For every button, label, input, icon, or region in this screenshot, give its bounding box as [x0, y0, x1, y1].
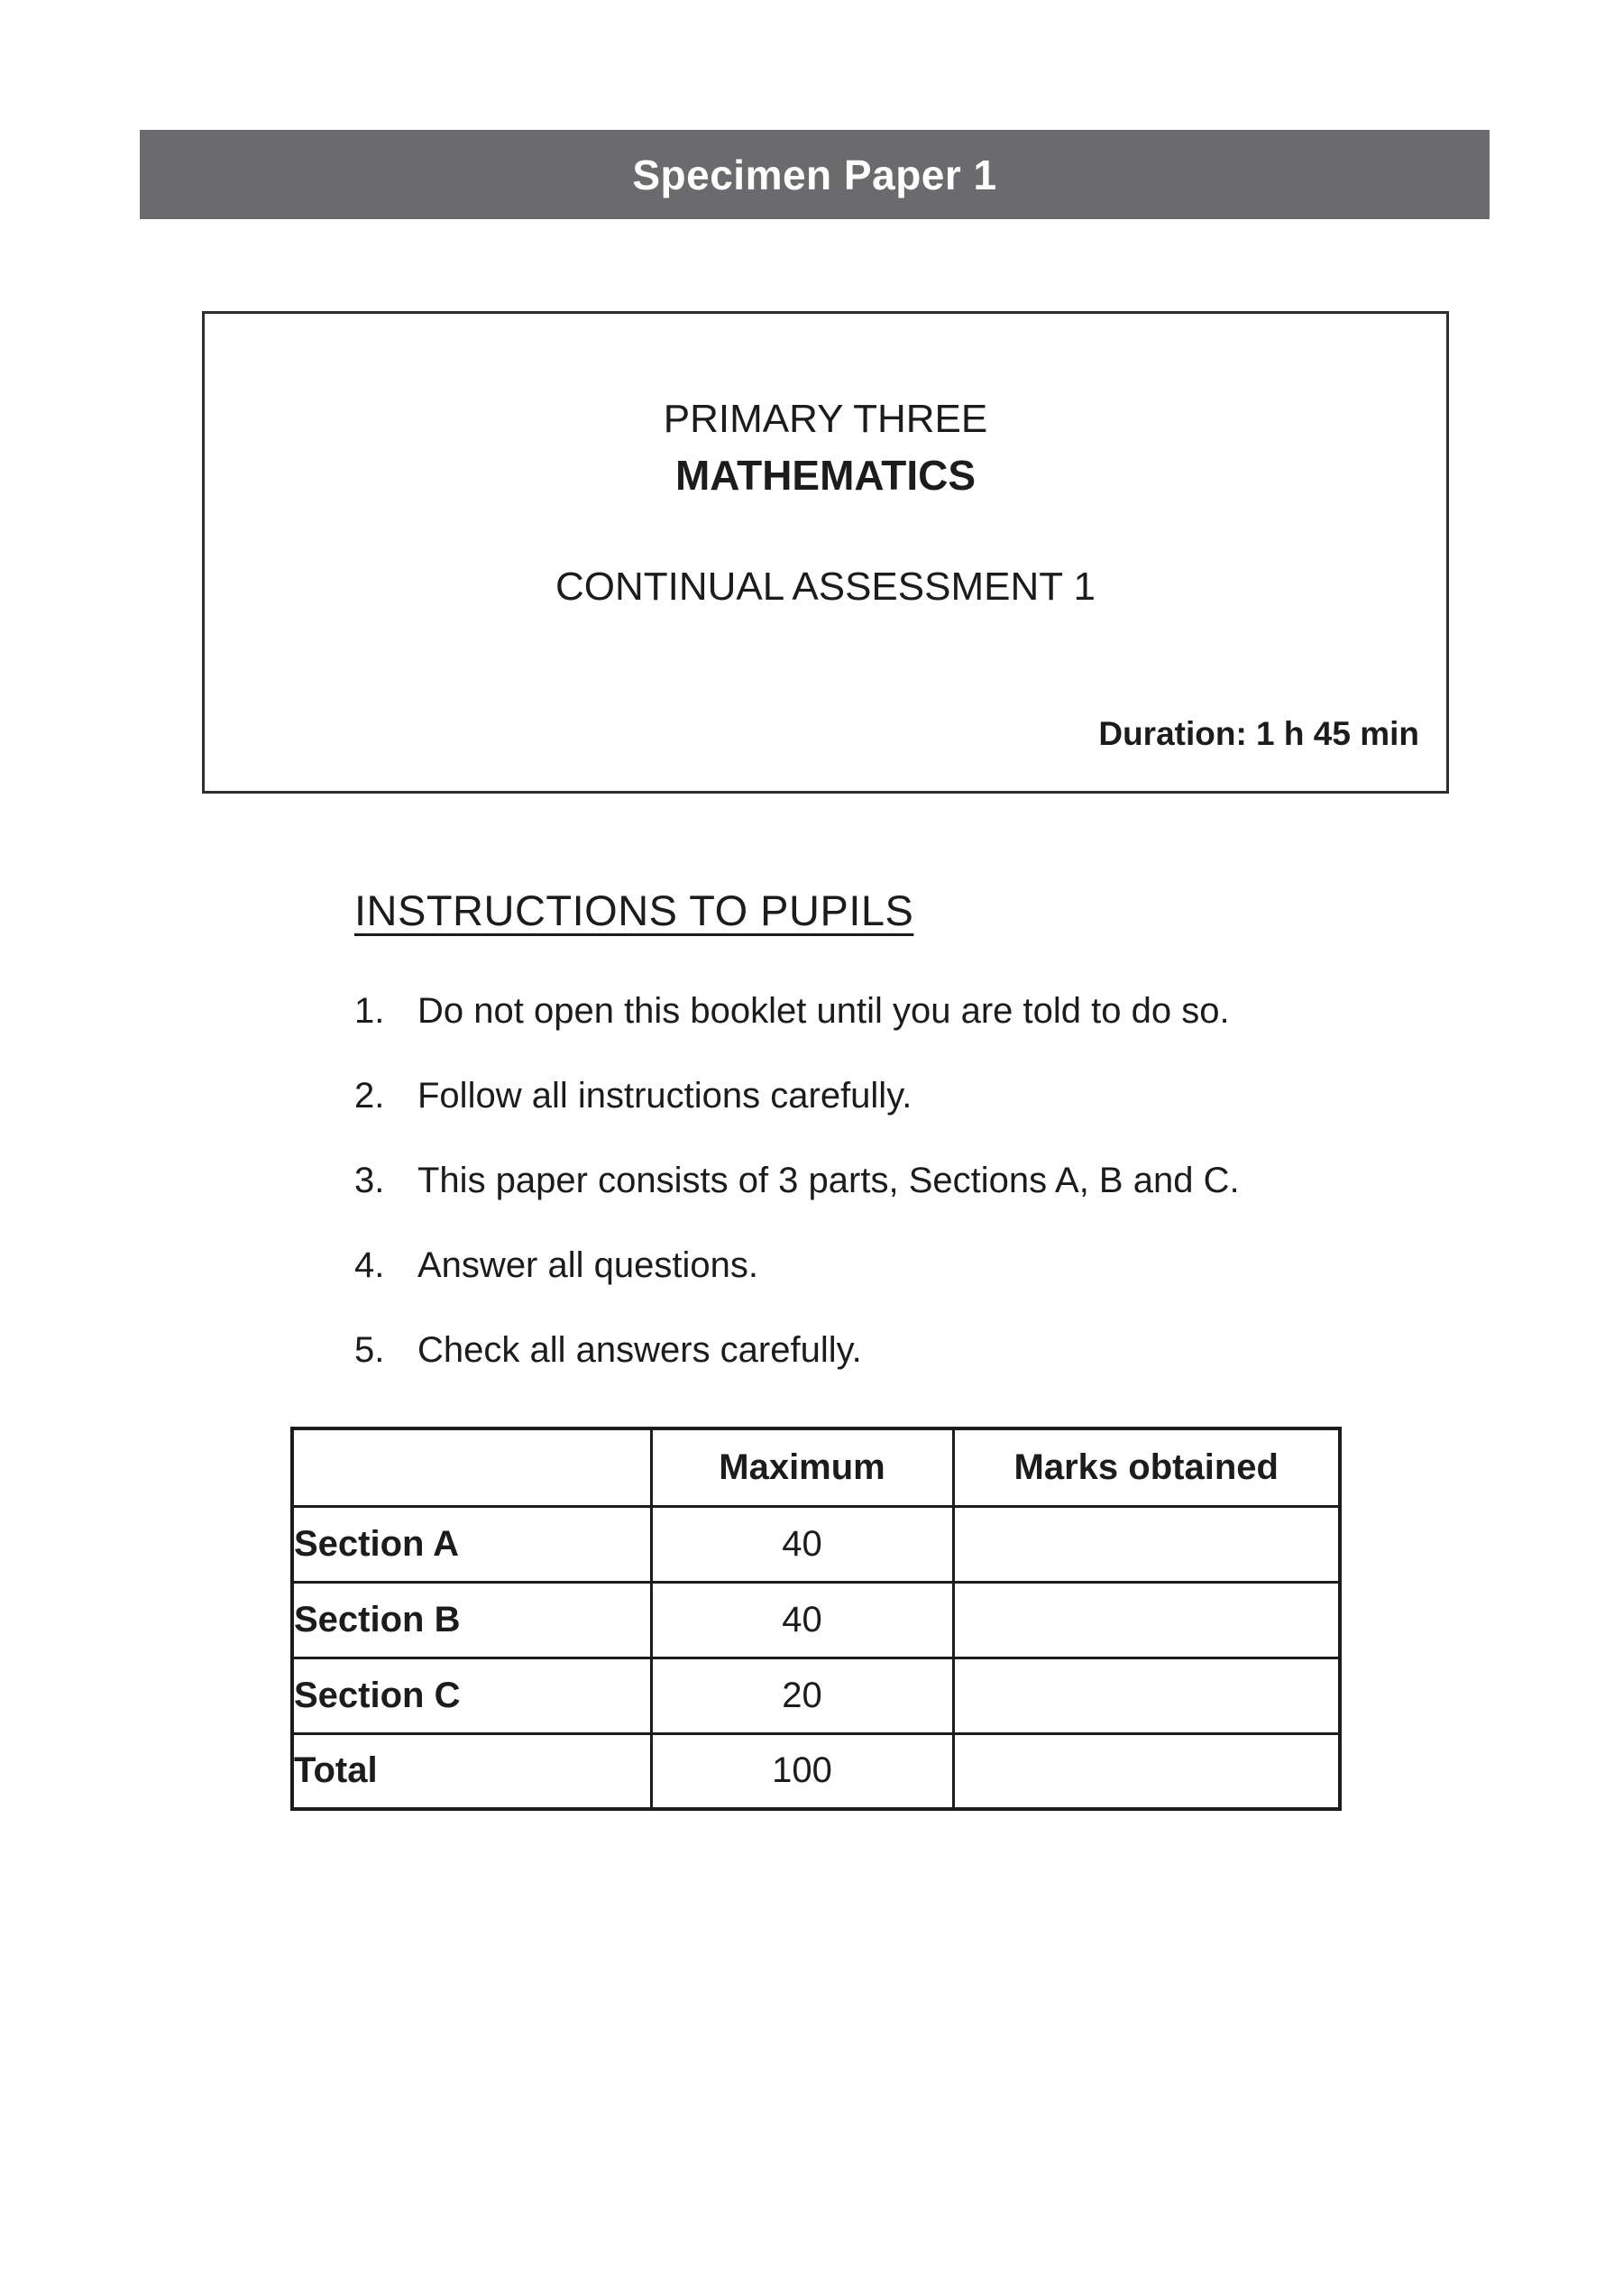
title-box — [202, 311, 1449, 794]
banner — [140, 130, 1490, 219]
paper-assessment: CONTINUAL ASSESSMENT 1 — [555, 565, 1096, 609]
maximum-cell: 40 — [651, 1506, 953, 1582]
obtained-cell — [953, 1506, 1340, 1582]
section-label-cell: Total — [292, 1733, 651, 1809]
paper-subject: MATHEMATICS — [674, 452, 977, 499]
table-row — [292, 1658, 1340, 1733]
instruction-text: This paper consists of 3 parts, Sections A, B and C. — [417, 1161, 1240, 1200]
obtained-cell — [953, 1733, 1340, 1809]
instruction-text: Check all answers carefully. — [417, 1330, 862, 1370]
instruction-item — [354, 1245, 1346, 1285]
maximum-cell: 40 — [651, 1582, 953, 1658]
instruction-number: 2. — [354, 1076, 385, 1116]
instruction-text: Do not open this booklet until you are told to do so. — [417, 991, 1230, 1031]
instruction-number: 4. — [354, 1245, 385, 1285]
instruction-number: 3. — [354, 1161, 385, 1200]
marks-table-header-maximum: Maximum — [651, 1428, 953, 1506]
obtained-cell — [953, 1658, 1340, 1733]
marks-table-container — [290, 1427, 1342, 1811]
obtained-cell — [953, 1582, 1340, 1658]
section-label-cell: Section A — [292, 1506, 651, 1582]
instruction-number: 1. — [354, 991, 385, 1031]
section-label-cell: Section C — [292, 1658, 651, 1733]
maximum-cell: 100 — [651, 1733, 953, 1809]
paper-duration: Duration: 1 h 45 min — [1098, 715, 1419, 752]
instruction-item — [354, 1076, 1346, 1116]
instruction-number: 5. — [354, 1330, 385, 1370]
instructions-section — [354, 886, 1346, 1415]
marks-table — [290, 1427, 1342, 1811]
table-row — [292, 1506, 1340, 1582]
paper-level: PRIMARY THREE — [663, 397, 988, 441]
instructions-list — [354, 991, 1346, 1370]
instruction-text: Answer all questions. — [417, 1245, 758, 1285]
instruction-item — [354, 991, 1346, 1031]
table-row — [292, 1733, 1340, 1809]
section-label-cell: Section B — [292, 1582, 651, 1658]
maximum-cell: 20 — [651, 1658, 953, 1733]
marks-table-header-empty — [292, 1428, 651, 1506]
marks-table-header-row — [292, 1428, 1340, 1506]
table-row — [292, 1582, 1340, 1658]
instruction-text: Follow all instructions carefully. — [417, 1076, 912, 1116]
instruction-item — [354, 1330, 1346, 1370]
marks-table-header-obtained: Marks obtained — [953, 1428, 1340, 1506]
instructions-heading: INSTRUCTIONS TO PUPILS — [354, 886, 914, 934]
instruction-item — [354, 1161, 1346, 1200]
banner-title: Specimen Paper 1 — [632, 151, 997, 198]
